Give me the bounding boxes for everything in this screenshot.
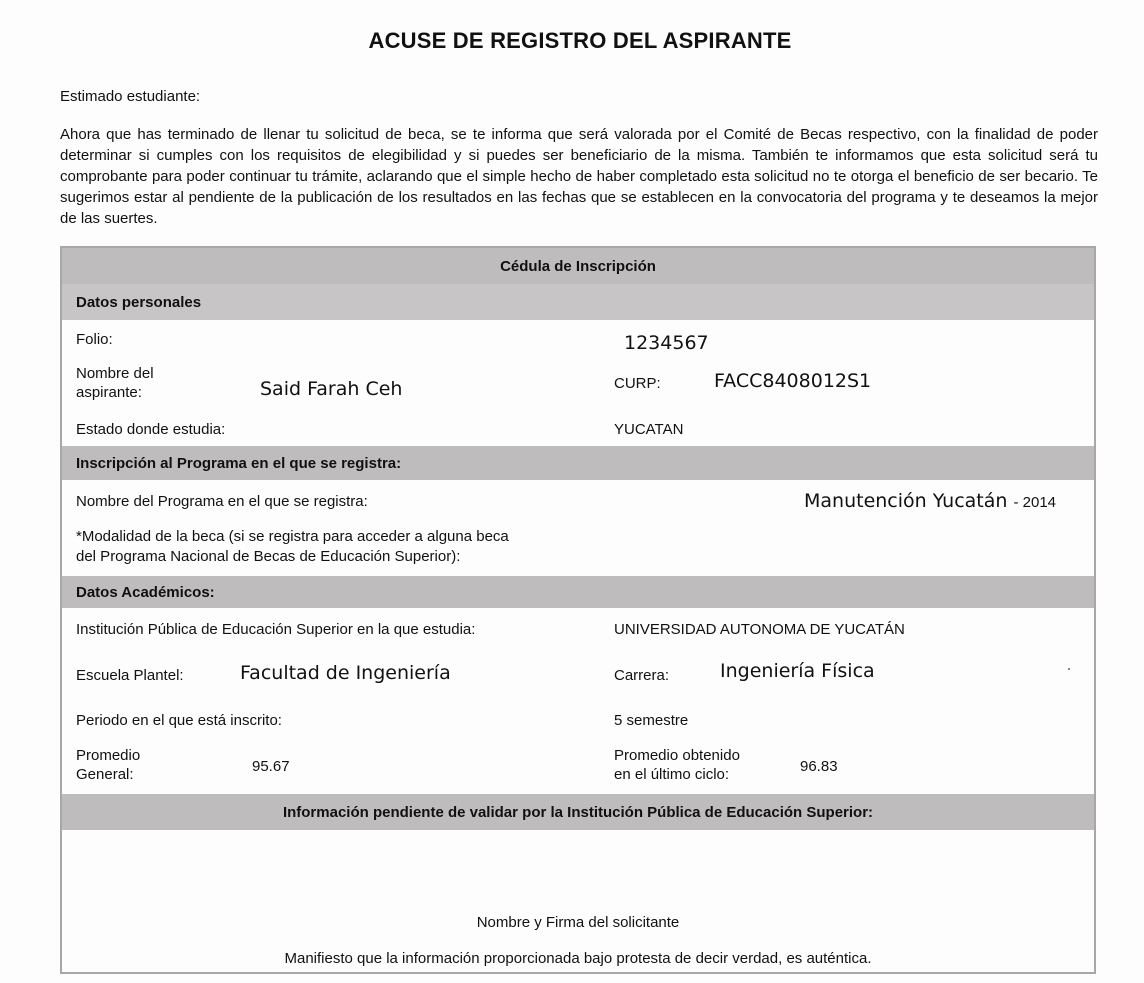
firma-label: Nombre y Firma del solicitante (476, 914, 680, 931)
estado-label: Estado donde estudia: (76, 421, 226, 438)
nombre-label-line1: Nombre del (76, 365, 154, 382)
section-heading: Información pendiente de validar por la Institución Pública de Educación Superior: (282, 803, 874, 821)
scan-speck (1068, 668, 1070, 670)
institucion-value: UNIVERSIDAD AUTONOMA DE YUCATÁN (614, 621, 905, 638)
cedula-inscripcion (60, 246, 1096, 974)
section-inscripcion (62, 446, 1094, 480)
periodo-label: Periodo en el que está inscrito: (76, 712, 282, 729)
ultimo-value: 96.83 (800, 758, 838, 775)
page-title: ACUSE DE REGISTRO DEL ASPIRANTE (368, 28, 792, 53)
promedio-label-line2: General: (76, 766, 134, 783)
section-datos-personales (62, 284, 1094, 320)
cedula-title (62, 248, 1094, 284)
programa-name: Manutención Yucatán (804, 490, 1008, 512)
section-heading: Datos personales (76, 293, 202, 311)
modalidad-label-line2: del Programa Nacional de Becas de Educación Superior): (76, 548, 461, 565)
curp-label: CURP: (614, 375, 661, 392)
section-datos-academicos (62, 576, 1094, 608)
escuela-value: Facultad de Ingeniería (240, 662, 451, 684)
manifiesto-text: Manifiesto que la información proporcionada bajo protesta de decir verdad, es auténtica. (284, 950, 872, 967)
carrera-label: Carrera: (614, 667, 670, 684)
section-heading: Inscripción al Programa en el que se registra: (76, 454, 402, 472)
escuela-label: Escuela Plantel: (76, 667, 184, 684)
section-pendiente (62, 794, 1094, 830)
folio-value: 1234567 (624, 332, 709, 354)
programa-value (804, 490, 1056, 512)
promedio-value: 95.67 (252, 758, 290, 775)
nombre-value: Said Farah Ceh (260, 378, 403, 400)
ultimo-label-line2: en el último ciclo: (614, 766, 730, 783)
ultimo-label-line1: Promedio obtenido (614, 747, 740, 764)
curp-value: FACC8408012S1 (714, 370, 872, 392)
programa-label: Nombre del Programa en el que se registra: (76, 493, 368, 510)
modalidad-label-line1: *Modalidad de la beca (si se registra para acceder a alguna beca (76, 528, 509, 545)
section-heading: Datos Académicos: (76, 583, 215, 601)
intro-paragraph: Ahora que has terminado de llenar tu solicitud de beca, se te informa que será valorada por el Comité de Becas respectivo, con la finalidad de poder determinar si cumples con los requisitos de elegibilidad y si puedes ser beneficiario de la misma. También te informamos que esta solicitud será tu comprobante para poder continuar tu trámite, aclarando que el simple hecho de haber completado esta solicitud no te otorga el beneficio de ser becario. Te sugerimos estar al pendiente de la publicación de los resultados en las fechas que se establecen en la convocatoria del programa y te deseamos la mejor de las suertes. (60, 126, 1098, 227)
estado-value: YUCATAN (614, 421, 684, 438)
carrera-value: Ingeniería Física (720, 660, 875, 682)
greeting: Estimado estudiante: (60, 88, 201, 105)
periodo-value: 5 semestre (614, 712, 689, 729)
programa-year: - 2014 (1013, 494, 1057, 511)
nombre-label-line2: aspirante: (76, 384, 142, 401)
institucion-label: Institución Pública de Educación Superior en la que estudia: (76, 621, 476, 638)
folio-label: Folio: (76, 331, 113, 348)
cedula-title-text: Cédula de Inscripción (500, 257, 656, 275)
promedio-label-line1: Promedio (76, 747, 141, 764)
